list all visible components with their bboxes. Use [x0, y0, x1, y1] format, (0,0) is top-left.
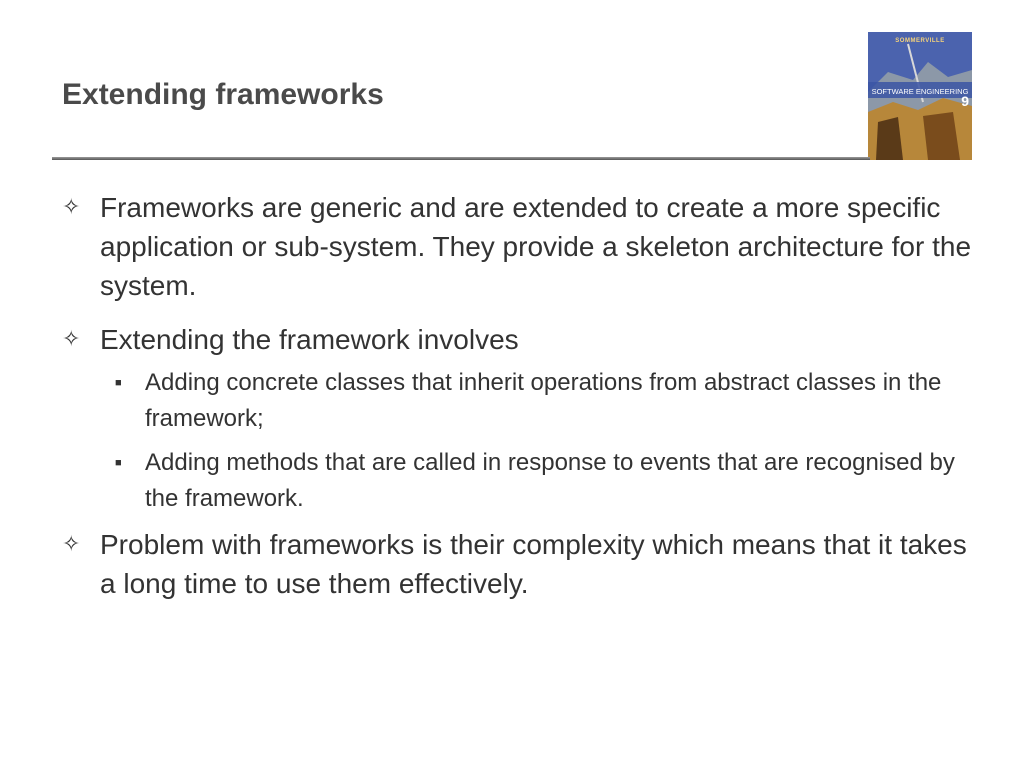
book-cover-image: [868, 32, 972, 160]
building-illustration: [868, 32, 972, 160]
bullet-item: [62, 188, 982, 305]
sub-bullet-text: Adding methods that are called in response to events that are recognised by the framework.: [145, 449, 955, 512]
cover-edition: 9: [961, 93, 969, 109]
four-pointed-star-outline-icon: ✧: [62, 195, 81, 220]
title-divider: [52, 157, 870, 160]
bullet-list: [62, 188, 982, 618]
bullet-item: [62, 525, 982, 603]
square-bullet-icon: ■: [115, 457, 122, 469]
sub-bullet-text: Adding concrete classes that inherit operations from abstract classes in the framework;: [145, 369, 942, 432]
bullet-text: Frameworks are generic and are extended to create a more specific application or sub-system. They provide a skeleton architecture for the system.: [100, 192, 972, 301]
slide-title: Extending frameworks: [62, 78, 384, 111]
sub-bullet-list: [62, 365, 982, 517]
bullet-text: Problem with frameworks is their complexity which means that it takes a long time to use them effectively.: [100, 529, 967, 599]
cover-author: SOMMERVILLE: [895, 38, 945, 44]
bullet-text: Extending the framework involves: [100, 324, 519, 355]
four-pointed-star-outline-icon: ✧: [62, 532, 81, 557]
cover-title: SOFTWARE ENGINEERING: [871, 87, 969, 96]
four-pointed-star-outline-icon: ✧: [62, 327, 81, 352]
bullet-item: [62, 320, 982, 359]
square-bullet-icon: ■: [115, 377, 122, 389]
sub-bullet-item: [100, 445, 965, 517]
sub-bullet-item: [100, 365, 965, 437]
